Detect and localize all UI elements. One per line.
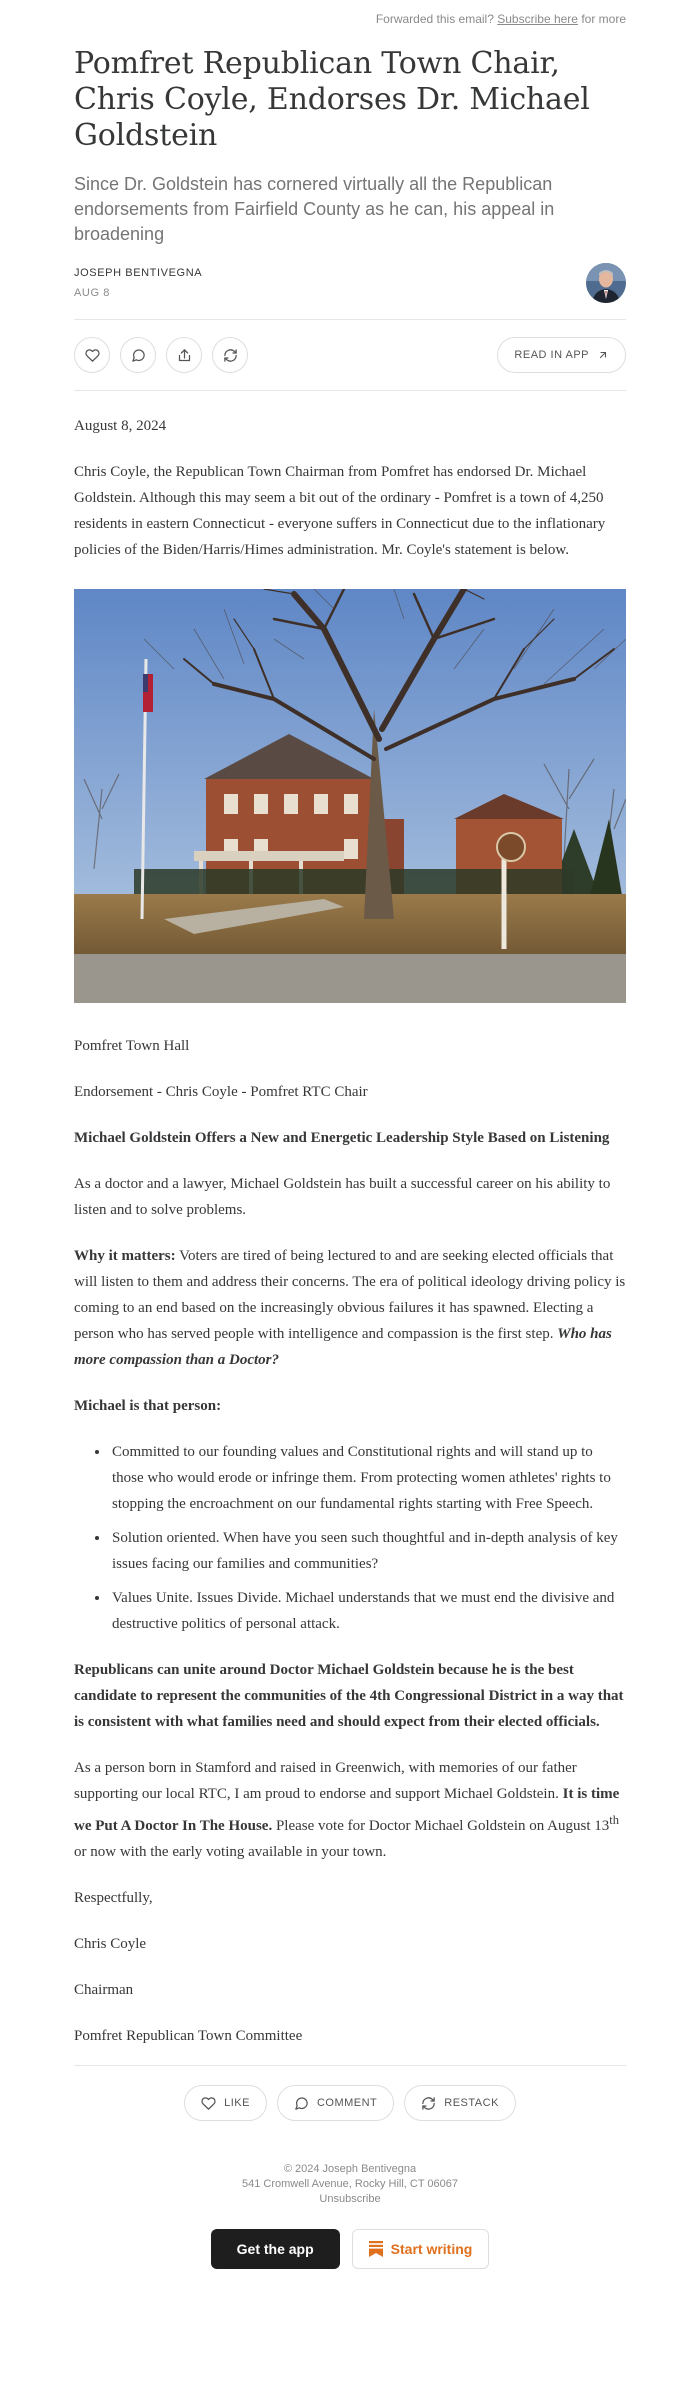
post-body (74, 413, 626, 2049)
qualities-list (74, 1439, 626, 1637)
closing-paragraph: As a person born in Stamford and raised in Greenwich, with memories of our father supporting our local RTC, I am proud to endorse and support Michael Goldstein. It is time we Put A Doctor In The House. Please vote for Doctor Michael Goldstein on August 13th or now with the early voting available in your town. (74, 1760, 620, 1860)
like-label: LIKE (224, 2097, 250, 2109)
share-icon (177, 348, 192, 363)
unite-paragraph: Republicans can unite around Doctor Michael Goldstein because he is the best candidate to represent the communities of the 4th Congressional District in a way that is consistent with what families need and should expect from their elected officials. (74, 1662, 624, 1730)
body-date: August 8, 2024 (74, 418, 167, 434)
comment-icon (294, 2096, 309, 2111)
restack-pill-button[interactable] (404, 2085, 516, 2121)
footer-info (74, 2162, 626, 2207)
unsubscribe-link[interactable]: Unsubscribe (319, 2193, 381, 2205)
town-hall-photo[interactable] (74, 589, 626, 1003)
list-item: • Committed to our founding values and Constitutional rights and will stand up to those who would erode or infringe them. From protecting women athletes' rights to stopping the encroachment on our fundamental rights starting with Free Speech. (110, 1439, 626, 1517)
share-button[interactable] (166, 337, 202, 373)
arrow-up-right-icon (597, 349, 609, 361)
comment-pill-button[interactable] (277, 2085, 394, 2121)
restack-label: RESTACK (444, 2097, 499, 2109)
divider-actions (74, 390, 626, 391)
why-emphasis: Who has more compassion than a Doctor? (74, 1326, 612, 1368)
doctor-paragraph: As a doctor and a lawyer, Michael Goldstein has built a successful career on his ability to listen and to solve problems. (74, 1176, 611, 1218)
list-item: • Solution oriented. When have you seen such thoughtful and in-depth analysis of key issues facing our families and communities? (110, 1525, 626, 1577)
start-writing-label: Start writing (390, 2241, 473, 2257)
substack-logo-icon (369, 2241, 383, 2257)
like-pill-button[interactable] (184, 2085, 267, 2121)
author-avatar[interactable] (586, 263, 626, 303)
intro-paragraph: Chris Coyle, the Republican Town Chairman from Pomfret has endorsed Dr. Michael Goldstein. Although this may seem a bit out of the ordinary - Pomfret is a town of 4,250 residents in eastern Connecticut - everyone suffers in Connecticut due to the inflationary policies of the Biden/Harris/Himes administration. Mr. Coyle's statement is below. (74, 464, 606, 558)
author-row (74, 261, 626, 305)
mailing-address: 541 Cromwell Avenue, Rocky Hill, CT 06067 (241, 2178, 459, 2190)
forward-notice (74, 0, 626, 32)
subscribe-link[interactable]: Subscribe here (497, 12, 578, 26)
person-heading: Michael is that person: (74, 1398, 222, 1414)
endorsement-line: Endorsement - Chris Coyle - Pomfret RTC Chair (74, 1084, 368, 1100)
post-title[interactable]: Pomfret Republican Town Chair, Chris Coyle, Endorses Dr. Michael Goldstein (74, 46, 590, 153)
comment-label: COMMENT (316, 2097, 378, 2109)
signer-title: Chairman (74, 1982, 134, 1998)
post-actions (74, 320, 626, 390)
why-paragraph: Why it matters: Voters are tired of being lectured to and are seeking elected officials that will listen to them and address their concerns. The era of political ideology driving policy is coming to an end based on the increasingly obvious failures it has spawned. Electing a person who has served people with intelligence and compassion is the first step. Who has more compassion than a Doctor? (74, 1248, 626, 1368)
restack-icon (421, 2096, 436, 2111)
photo-caption: Pomfret Town Hall (74, 1038, 190, 1054)
restack-button[interactable] (212, 337, 248, 373)
signer-name: Chris Coyle (74, 1936, 147, 1952)
post-subtitle: Since Dr. Goldstein has cornered virtually all the Republican endorsements from Fairfield County as he can, his appeal in broadening (74, 174, 555, 244)
heart-icon (85, 348, 100, 363)
cta-row (74, 2229, 626, 2269)
why-label: Why it matters: (74, 1248, 176, 1264)
signoff: Respectfully, (74, 1890, 153, 1906)
comment-icon (131, 348, 146, 363)
comment-button[interactable] (120, 337, 156, 373)
signer-org: Pomfret Republican Town Committee (74, 2028, 303, 2044)
start-writing-button[interactable] (352, 2229, 490, 2269)
author-name[interactable]: JOSEPH BENTIVEGNA (74, 267, 203, 279)
email-container (74, 0, 626, 2269)
read-in-app-button[interactable] (497, 337, 626, 373)
footer-actions (74, 2066, 626, 2140)
list-item: • Values Unite. Issues Divide. Michael understands that we must end the divisive and destructive politics of personal attack. (110, 1585, 626, 1637)
forward-suffix: for more (581, 12, 626, 26)
like-button[interactable] (74, 337, 110, 373)
post-date: AUG 8 (74, 287, 111, 299)
forward-prefix: Forwarded this email? (375, 12, 494, 26)
restack-icon (223, 348, 238, 363)
heart-icon (201, 2096, 216, 2111)
copyright-text: © 2024 Joseph Bentivegna (283, 2163, 417, 2175)
read-in-app-label: READ IN APP (514, 349, 589, 361)
section-heading: Michael Goldstein Offers a New and Energetic Leadership Style Based on Listening (74, 1130, 610, 1146)
get-app-button[interactable]: Get the app (211, 2229, 340, 2269)
